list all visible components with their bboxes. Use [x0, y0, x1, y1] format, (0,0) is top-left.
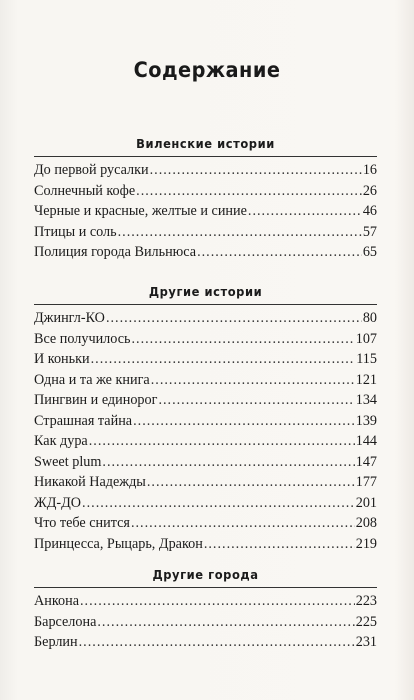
toc-entry [34, 242, 377, 263]
dot-leader [91, 349, 356, 370]
page-title: Содержание [133, 58, 281, 82]
toc-entry-page: 219 [355, 535, 377, 552]
toc-entry [34, 513, 377, 534]
toc-entry [34, 411, 377, 432]
section-rule [34, 304, 377, 305]
dot-leader [158, 390, 354, 411]
section-rule [34, 587, 377, 588]
toc-entry-page: 223 [355, 593, 377, 609]
section-vilnius-stories [34, 135, 377, 263]
toc-entry-page: 57 [362, 223, 377, 240]
toc-entry-title: Птицы и соль [34, 223, 117, 240]
toc-entry [34, 493, 377, 514]
toc-entry-title: ЖД-ДО [34, 494, 82, 511]
toc-entry-page: 208 [355, 515, 377, 531]
dot-leader [79, 632, 355, 653]
toc-entry-page: 144 [355, 433, 377, 449]
toc-entry [34, 201, 377, 222]
toc-list [34, 591, 377, 653]
toc-entry-page: 134 [355, 392, 377, 408]
toc-entry-page: 26 [362, 182, 377, 199]
dot-leader [136, 181, 362, 202]
toc-list [34, 160, 377, 263]
toc-entry [34, 534, 377, 555]
dot-leader [80, 591, 355, 612]
dot-leader [118, 222, 362, 243]
toc-entry-title: Анкона [34, 593, 79, 609]
toc-entry-page: 65 [362, 244, 377, 260]
section-other-stories [34, 283, 377, 554]
dot-leader [133, 411, 355, 432]
toc-entry-title: И коньки [34, 351, 90, 367]
toc-entry-page: 139 [355, 412, 377, 429]
toc-entry-title: Принцесса, Рыцарь, Дракон [34, 535, 203, 552]
toc-entry [34, 181, 377, 202]
toc-entry-page: 46 [362, 203, 377, 219]
toc-entry [34, 431, 377, 452]
toc-entry-title: Все получилось [34, 330, 131, 347]
toc-entry-page: 147 [355, 453, 377, 470]
toc-entry-page: 115 [356, 351, 377, 367]
toc-entry-title: Sweet plum [34, 453, 102, 470]
dot-leader [204, 534, 355, 555]
dot-leader [97, 612, 354, 633]
toc-entry [34, 308, 377, 329]
toc-entry-title: Барселона [34, 613, 97, 630]
toc-entry [34, 632, 377, 653]
toc-entry [34, 390, 377, 411]
toc-entry [34, 472, 377, 493]
toc-entry-title: Джингл-КО [34, 310, 105, 326]
toc-entry-title: Никакой Надежды [34, 474, 146, 490]
toc-entry-title: Как дура [34, 433, 88, 449]
section-other-cities [34, 566, 377, 653]
dot-leader [82, 493, 355, 514]
toc-entry-title: Одна и та же книга [34, 371, 150, 388]
dot-leader [147, 472, 355, 493]
section-heading: Другие города [152, 567, 259, 582]
toc-entry-title: Полиция города Вильнюса [34, 244, 197, 260]
toc-entry-page: 121 [355, 371, 377, 388]
toc-entry-page: 177 [355, 474, 377, 490]
dot-leader [131, 513, 355, 534]
toc-entry [34, 591, 377, 612]
toc-entry-page: 107 [355, 330, 377, 347]
toc-entry [34, 452, 377, 473]
section-heading: Другие истории [148, 284, 263, 299]
toc-entry-title: Что тебе снится [34, 515, 130, 531]
dot-leader [248, 201, 362, 222]
toc-entry-title: Берлин [34, 634, 78, 650]
toc-entry-title: До первой русалки [34, 162, 149, 178]
toc-entry [34, 370, 377, 391]
toc-list [34, 308, 377, 554]
toc-entry-page: 231 [355, 634, 377, 650]
section-rule [34, 156, 377, 157]
dot-leader [89, 431, 355, 452]
dot-leader [150, 160, 362, 181]
toc-entry [34, 222, 377, 243]
toc-entry [34, 160, 377, 181]
toc-entry-page: 80 [362, 310, 377, 326]
toc-entry-page: 225 [355, 613, 377, 630]
toc-entry [34, 349, 377, 370]
toc-entry-page: 16 [362, 162, 377, 178]
toc-entry-page: 201 [355, 494, 377, 511]
dot-leader [102, 452, 354, 473]
toc-entry [34, 612, 377, 633]
toc-entry-title: Солнечный кофе [34, 182, 136, 199]
dot-leader [151, 370, 355, 391]
dot-leader [106, 308, 362, 329]
toc-entry [34, 329, 377, 350]
section-heading: Виленские истории [136, 136, 275, 151]
toc-entry-title: Страшная тайна [34, 412, 133, 429]
toc-entry-title: Черные и красные, желтые и синие [34, 203, 247, 219]
dot-leader [131, 329, 354, 350]
dot-leader [197, 242, 362, 263]
toc-entry-title: Пингвин и единорог [34, 392, 158, 408]
